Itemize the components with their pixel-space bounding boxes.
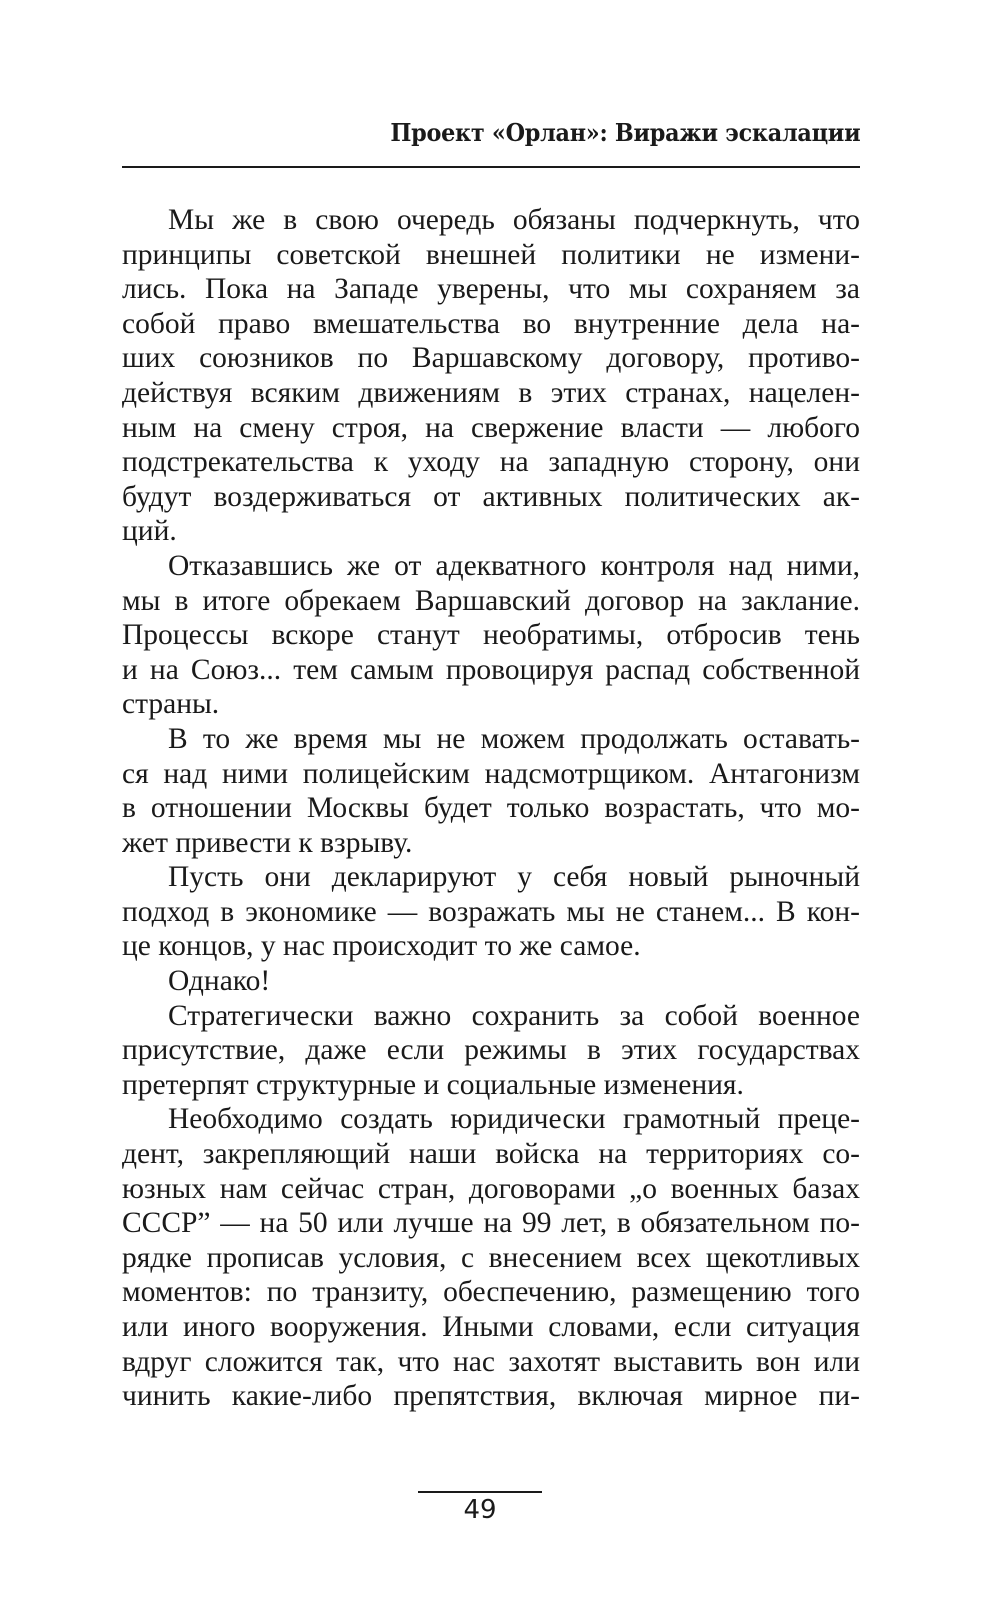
running-head: Проект «Орлан»: Виражи эскалации	[390, 118, 860, 147]
text-line: Необходимо создать юридически грамотный прецe-	[168, 1103, 860, 1136]
text-line: ций.	[122, 515, 177, 548]
text-line: Стратегически важно сохранить за собой военное	[168, 999, 860, 1032]
text-line: В то же время мы не можем продолжать оставать-	[168, 722, 860, 755]
text-line: ших союзников по Варшавскому договору, противо-	[122, 342, 860, 375]
text-line: чинить какие-либо препятствия, включая мирное пи-	[122, 1380, 860, 1413]
text-line: претерпят структурные и социальные изменения.	[122, 1068, 744, 1101]
body-text	[122, 203, 860, 1414]
text-line: рядке прописав условия, с внесением всех щекотливых	[122, 1241, 860, 1274]
text-line: подход в экономике — возражать мы не станем... В кон-	[122, 895, 860, 928]
text-line: юзных нам сейчас стран, договорами „о военных базах	[122, 1172, 860, 1205]
text-line: Пусть они декларируют у себя новый рыночный	[168, 861, 860, 894]
text-line: в отношении Москвы будет только возрастать, что мо-	[122, 792, 860, 825]
text-line: жет привести к взрыву.	[122, 826, 413, 859]
text-line: ным на смену строя, на свержение власти — любого	[122, 411, 860, 444]
text-line: Процессы вскоре станут необратимы, отбросив тень	[122, 619, 860, 652]
text-line: принципы советской внешней политики не измени-	[122, 238, 860, 271]
text-line: дент, закрепляющий наши войска на территориях со-	[122, 1138, 860, 1171]
text-line: СССР” — на 50 или лучше на 99 лет, в обязательном по-	[122, 1207, 860, 1240]
header-rule	[122, 166, 860, 168]
text-line: лись. Пока на Западе уверены, что мы сохраняем за	[122, 273, 860, 306]
text-line: и на Союз... тем самым провоцируя распад собственной	[122, 653, 860, 686]
text-line: Однако!	[168, 965, 271, 998]
text-line: подстрекательства к уходу на западную сторону, они	[122, 446, 860, 479]
text-line: Отказавшись же от адекватного контроля над ними,	[168, 549, 860, 582]
text-line: собой право вмешательства во внутренние дела на-	[122, 307, 860, 340]
text-line: страны.	[122, 688, 220, 721]
text-line: присутствие, даже если режимы в этих государствах	[122, 1034, 860, 1067]
text-line: Мы же в свою очередь обязаны подчеркнуть, что	[168, 204, 860, 236]
text-line: вдруг сложится так, что нас захотят выставить вон или	[122, 1345, 860, 1378]
text-line: мы в итоге обрекаем Варшавский договор на заклание.	[122, 584, 860, 617]
text-line: или иного вооружения. Иными словами, если ситуация	[122, 1311, 860, 1343]
footer-rule	[418, 1491, 542, 1493]
page-number: 49	[463, 1495, 497, 1525]
text-line: действуя всяким движениям в этих странах, нацелен-	[122, 376, 860, 409]
text-line: моментов: по транзиту, обеспечению, размещению того	[122, 1276, 860, 1309]
text-line: будут воздерживаться от активных политических ак-	[122, 480, 860, 513]
text-line: ся над ними полицейским надсмотрщиком. Антагонизм	[122, 757, 860, 790]
text-line: це концов, у нас происходит то же самое.	[122, 930, 641, 963]
